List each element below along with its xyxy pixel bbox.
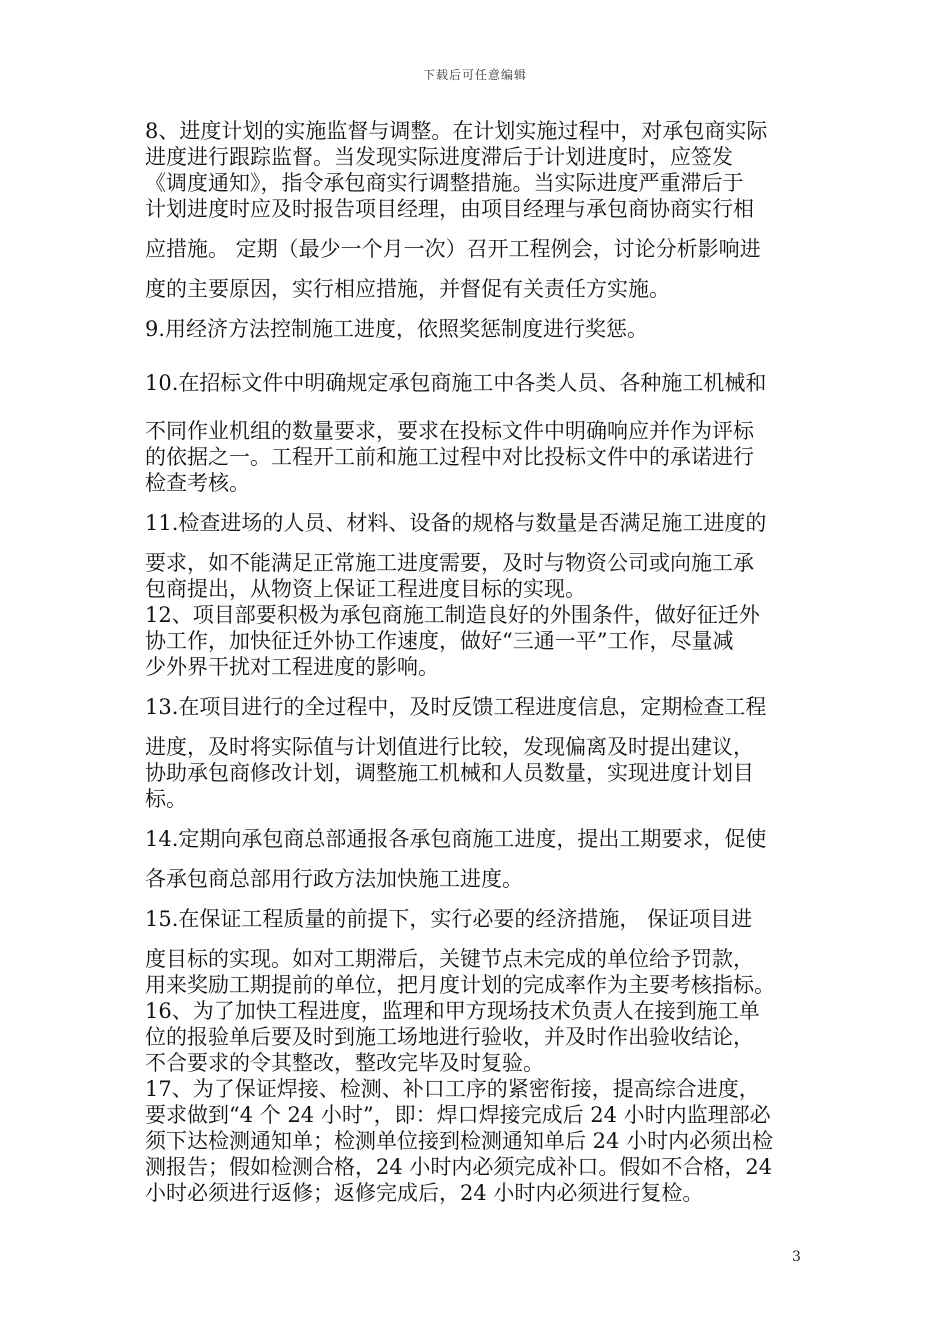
text-line: 检查考核。 — [145, 471, 250, 495]
text-line: 进度，及时将实际值与计划值进行比较，发现偏离及时提出建议， — [145, 735, 754, 759]
text-line: 协助承包商修改计划，调整施工机械和人员数量，实现进度计划目 — [145, 761, 754, 785]
text-line: 少外界干扰对工程进度的影响。 — [145, 655, 439, 679]
text-line: 10.在招标文件中明确规定承包商施工中各类人员、各种施工机械和 — [145, 371, 767, 395]
text-line: 的依据之一。工程开工前和施工过程中对比投标文件中的承诺进行 — [145, 445, 754, 469]
text-line: 应措施。 定期（最少一个月一次）召开工程例会，讨论分析影响进 — [145, 237, 761, 261]
text-line: 度目标的实现。如对工期滞后，关键节点未完成的单位给予罚款， — [145, 947, 754, 971]
page-number: 3 — [792, 1249, 801, 1265]
text-line: 不同作业机组的数量要求，要求在投标文件中明确响应并作为评标 — [145, 419, 754, 443]
text-line: 16、为了加快工程进度，监理和甲方现场技术负责人在接到施工单 — [145, 999, 760, 1023]
text-line: 各承包商总部用行政方法加快施工进度。 — [145, 867, 523, 891]
text-line: 包商提出，从物资上保证工程进度目标的实现。 — [145, 577, 586, 601]
text-line: 度的主要原因，实行相应措施，并督促有关责任方实施。 — [145, 277, 670, 301]
text-line: 要求，如不能满足正常施工进度需要，及时与物资公司或向施工承 — [145, 551, 754, 575]
text-line: 12、项目部要积极为承包商施工制造良好的外围条件，做好征迁外 — [145, 603, 760, 627]
document-body — [145, 118, 811, 1206]
text-line: 13.在项目进行的全过程中，及时反馈工程进度信息，定期检查工程 — [145, 695, 767, 719]
text-line: 测报告；假如检测合格，24 小时内必须完成补口。假如不合格，24 — [145, 1155, 773, 1179]
text-line: 位的报验单后要及时到施工场地进行验收，并及时作出验收结论， — [145, 1025, 754, 1049]
text-line: 进度进行跟踪监督。当发现实际进度滞后于计划进度时，应签发 — [145, 145, 733, 169]
text-line: 须下达检测通知单；检测单位接到检测通知单后 24 小时内必须出检 — [145, 1129, 774, 1153]
text-line: 8、进度计划的实施监督与调整。在计划实施过程中，对承包商实际 — [145, 119, 768, 143]
text-line: 17、为了保证焊接、检测、补口工序的紧密衔接，提高综合进度， — [145, 1077, 760, 1101]
text-line: 11.检查进场的人员、材料、设备的规格与数量是否满足施工进度的 — [145, 511, 767, 535]
text-line: 标。 — [145, 787, 187, 811]
text-line: 《调度通知》，指令承包商实行调整措施。当实际进度严重滞后于 — [145, 171, 744, 195]
text-line: 14.定期向承包商总部通报各承包商施工进度，提出工期要求，促使 — [145, 827, 767, 851]
text-line: 9.用经济方法控制施工进度，依照奖惩制度进行奖惩。 — [145, 317, 649, 341]
text-line: 协工作，加快征迁外协工作速度，做好“三通一平”工作，尽量减 — [145, 629, 734, 653]
text-line: 小时必须进行返修；返修完成后，24 小时内必须进行复检。 — [145, 1181, 704, 1205]
text-line: 不合要求的令其整改，整改完毕及时复验。 — [145, 1051, 544, 1075]
page-header: 下载后可任意编辑 — [422, 68, 527, 82]
text-line: 计划进度时应及时报告项目经理，由项目经理与承包商协商实行相 — [145, 197, 754, 221]
text-line: 用来奖励工期提前的单位，把月度计划的完成率作为主要考核指标。 — [145, 973, 775, 997]
text-line: 要求做到“4 个 24 小时”，即：焊口焊接完成后 24 小时内监理部必 — [145, 1103, 771, 1127]
text-line: 15.在保证工程质量的前提下，实行必要的经济措施， 保证项目进 — [145, 907, 753, 931]
